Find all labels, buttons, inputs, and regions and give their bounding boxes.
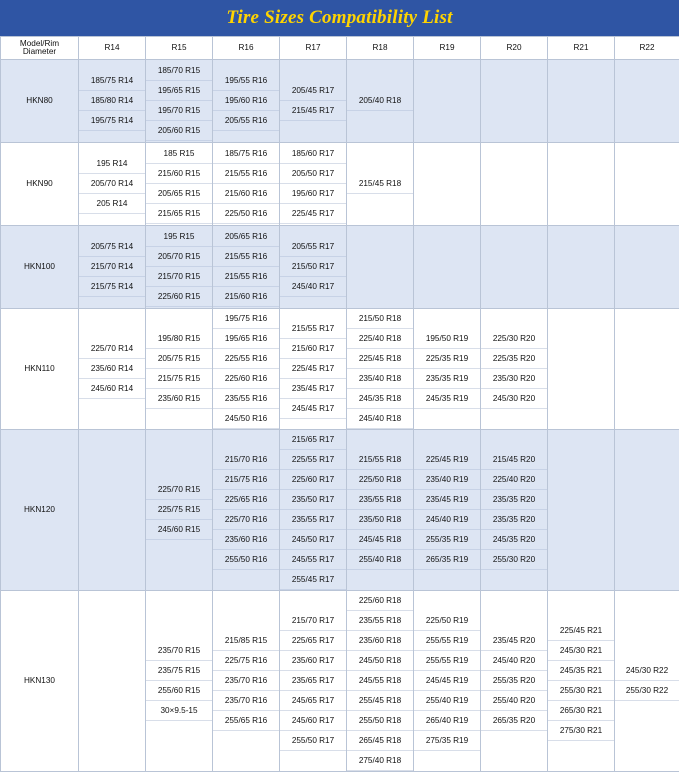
model-label-hkn110: HKN110 [1,309,79,430]
tire-size: 255/30 R21 [548,681,614,701]
corner-header [1,37,79,60]
tire-size: 225/45 R17 [280,359,346,379]
table-row [1,430,679,591]
size-list [79,237,145,297]
size-list [280,611,346,751]
tire-size: 195/80 R15 [146,329,212,349]
tire-size: 265/35 R20 [481,711,547,731]
tire-size: 245/50 R18 [347,651,413,671]
tire-size: 235/35 R20 [481,510,547,530]
cell-hkn120-r17 [280,430,347,591]
tire-size: 215/70 R14 [79,257,145,277]
table-row [1,591,679,772]
tire-size: 215/60 R15 [146,164,212,184]
cell-hkn100-r18 [347,226,414,309]
tire-size: 205/55 R16 [213,111,279,131]
cell-hkn130-r21 [548,591,615,772]
tire-size: 195/75 R14 [79,111,145,131]
cell-hkn90-r21 [548,143,615,226]
tire-size: 235/50 R17 [280,490,346,510]
size-list [280,81,346,121]
cell-hkn80-r20 [481,60,548,143]
column-header-r14: R14 [79,37,146,60]
tire-size: 185/60 R17 [280,144,346,164]
tire-size: 225/60 R16 [213,369,279,389]
tire-size: 235/75 R15 [146,661,212,681]
tire-size: 255/35 R19 [414,530,480,550]
size-list [213,631,279,731]
cell-hkn120-r21 [548,430,615,591]
tire-size: 255/55 R19 [414,631,480,651]
size-list [280,319,346,419]
size-list [414,329,480,409]
tire-size: 265/40 R19 [414,711,480,731]
cell-hkn120-r22 [615,430,679,591]
cell-hkn80-r21 [548,60,615,143]
tire-size: 195/60 R17 [280,184,346,204]
cell-hkn90-r19 [414,143,481,226]
tire-size: 245/35 R21 [548,661,614,681]
page-title: Tire Sizes Compatibility List [226,7,452,29]
tire-size: 215/45 R20 [481,450,547,470]
cell-hkn120-r15 [146,430,213,591]
tire-size: 225/60 R17 [280,470,346,490]
tire-size: 225/30 R20 [481,329,547,349]
cell-hkn100-r15 [146,226,213,309]
size-list [347,591,413,771]
tire-size: 235/55 R16 [213,389,279,409]
tire-size: 245/35 R20 [481,530,547,550]
tire-size: 225/70 R15 [146,480,212,500]
column-header-r17: R17 [280,37,347,60]
cell-hkn80-r15 [146,60,213,143]
tire-size: 185 R15 [146,144,212,164]
tire-size: 255/65 R16 [213,711,279,731]
size-list [213,227,279,307]
tire-size: 255/30 R22 [615,681,679,701]
tire-size: 245/45 R18 [347,530,413,550]
tire-size: 195/65 R15 [146,81,212,101]
tire-size: 215/70 R16 [213,450,279,470]
tire-size: 235/40 R19 [414,470,480,490]
tire-size: 215/70 R17 [280,611,346,631]
size-list [213,71,279,131]
tire-size: 235/65 R17 [280,671,346,691]
tire-size: 215/55 R17 [280,319,346,339]
size-list [280,430,346,590]
column-header-r22: R22 [615,37,679,60]
tire-size: 205/70 R15 [146,247,212,267]
tire-size: 205/75 R14 [79,237,145,257]
cell-hkn90-r22 [615,143,679,226]
tire-size: 215/65 R17 [280,430,346,450]
tire-size: 225/75 R16 [213,651,279,671]
cell-hkn90-r16 [213,143,280,226]
tire-size: 195/75 R16 [213,309,279,329]
tire-size: 215/60 R16 [213,184,279,204]
tire-size: 185/75 R16 [213,144,279,164]
tire-size: 215/60 R16 [213,287,279,307]
tire-size: 235/60 R18 [347,631,413,651]
size-list [481,329,547,409]
cell-hkn100-r16 [213,226,280,309]
corner-label-line2: Diameter [1,48,78,56]
tire-size: 265/30 R21 [548,701,614,721]
tire-size: 185/70 R15 [146,61,212,81]
tire-size: 245/30 R21 [548,641,614,661]
tire-size: 245/40 R18 [347,409,413,429]
cell-hkn110-r15 [146,309,213,430]
tire-size: 205/70 R14 [79,174,145,194]
tire-size: 215/55 R16 [213,267,279,287]
size-list [481,450,547,570]
tire-size: 235/45 R17 [280,379,346,399]
cell-hkn110-r16 [213,309,280,430]
cell-hkn90-r20 [481,143,548,226]
tire-size: 30×9.5-15 [146,701,212,721]
cell-hkn130-r15 [146,591,213,772]
tire-size: 205/45 R17 [280,81,346,101]
tire-size: 225/70 R14 [79,339,145,359]
tire-size: 215/50 R18 [347,309,413,329]
tire-size: 235/55 R18 [347,490,413,510]
tire-size: 225/75 R15 [146,500,212,520]
tire-size: 205/75 R15 [146,349,212,369]
model-label-hkn100: HKN100 [1,226,79,309]
tire-size: 225/35 R19 [414,349,480,369]
size-list [213,144,279,224]
cell-hkn110-r20 [481,309,548,430]
tire-size: 225/60 R18 [347,591,413,611]
cell-hkn110-r21 [548,309,615,430]
tire-size: 205/40 R18 [347,91,413,111]
cell-hkn100-r21 [548,226,615,309]
table-row [1,309,679,430]
size-list [146,61,212,141]
tire-size: 215/70 R15 [146,267,212,287]
tire-size: 235/55 R17 [280,510,346,530]
table-row [1,226,679,309]
table-row [1,60,679,143]
tire-size: 235/35 R19 [414,369,480,389]
tire-size: 235/60 R14 [79,359,145,379]
tire-size: 245/30 R22 [615,661,679,681]
size-list [79,71,145,131]
tire-size: 245/45 R19 [414,671,480,691]
tire-size: 225/50 R18 [347,470,413,490]
tire-size: 215/45 R17 [280,101,346,121]
size-list [347,174,413,194]
size-list [280,237,346,297]
tire-size: 225/55 R16 [213,349,279,369]
cell-hkn90-r15 [146,143,213,226]
cell-hkn90-r17 [280,143,347,226]
size-list [146,641,212,721]
tire-size: 235/40 R18 [347,369,413,389]
model-label-hkn120: HKN120 [1,430,79,591]
tire-size: 205/65 R16 [213,227,279,247]
table-header-row [1,37,679,60]
cell-hkn100-r14 [79,226,146,309]
cell-hkn110-r22 [615,309,679,430]
tire-size: 235/30 R20 [481,369,547,389]
tire-size: 215/55 R16 [213,247,279,267]
tire-size: 245/40 R19 [414,510,480,530]
cell-hkn130-r22 [615,591,679,772]
column-header-r16: R16 [213,37,280,60]
tire-size: 225/60 R15 [146,287,212,307]
tire-size: 255/50 R17 [280,731,346,751]
size-list [481,631,547,731]
tire-size: 195 R15 [146,227,212,247]
size-list [280,144,346,224]
tire-size: 255/50 R18 [347,711,413,731]
tire-size: 245/40 R17 [280,277,346,297]
cell-hkn80-r17 [280,60,347,143]
tire-size: 245/35 R19 [414,389,480,409]
tire-size: 245/60 R15 [146,520,212,540]
tire-size: 215/75 R16 [213,470,279,490]
tire-size: 265/45 R18 [347,731,413,751]
size-list [347,450,413,570]
tire-size: 245/55 R17 [280,550,346,570]
tire-size: 215/55 R18 [347,450,413,470]
cell-hkn90-r14 [79,143,146,226]
tire-size: 235/45 R19 [414,490,480,510]
tire-size: 255/60 R15 [146,681,212,701]
tire-size: 205/50 R17 [280,164,346,184]
title-bar [0,0,679,36]
tire-size: 245/50 R16 [213,409,279,429]
tire-size: 235/35 R20 [481,490,547,510]
tire-size: 225/40 R20 [481,470,547,490]
size-list [548,621,614,741]
tire-size: 215/75 R14 [79,277,145,297]
tire-size: 225/55 R17 [280,450,346,470]
tire-size: 255/40 R20 [481,691,547,711]
cell-hkn110-r14 [79,309,146,430]
tire-size: 215/85 R15 [213,631,279,651]
corner-label-line1: Model/Rim [1,40,78,48]
tire-size: 235/55 R18 [347,611,413,631]
cell-hkn130-r16 [213,591,280,772]
tire-size: 255/40 R19 [414,691,480,711]
cell-hkn120-r14 [79,430,146,591]
cell-hkn130-r17 [280,591,347,772]
table-body [1,60,679,772]
size-list [213,450,279,570]
tire-size: 215/55 R16 [213,164,279,184]
size-list [79,339,145,399]
tire-size: 205 R14 [79,194,145,214]
table-row [1,143,679,226]
column-header-r20: R20 [481,37,548,60]
tire-size: 195/70 R15 [146,101,212,121]
tire-size: 225/40 R18 [347,329,413,349]
cell-hkn100-r17 [280,226,347,309]
tire-size: 195/50 R19 [414,329,480,349]
tire-size: 225/65 R16 [213,490,279,510]
tire-size: 225/70 R16 [213,510,279,530]
tire-size: 245/50 R17 [280,530,346,550]
column-header-r19: R19 [414,37,481,60]
tire-size: 245/40 R20 [481,651,547,671]
cell-hkn120-r16 [213,430,280,591]
size-list [146,227,212,307]
cell-hkn110-r18 [347,309,414,430]
tire-size: 235/60 R17 [280,651,346,671]
tire-size: 195/60 R16 [213,91,279,111]
column-header-r18: R18 [347,37,414,60]
size-list [414,611,480,751]
tire-size: 215/65 R15 [146,204,212,224]
tire-size: 245/65 R17 [280,691,346,711]
tire-size: 235/60 R15 [146,389,212,409]
size-list [615,661,679,701]
tire-size: 205/55 R17 [280,237,346,257]
tire-size: 225/65 R17 [280,631,346,651]
tire-size: 225/50 R16 [213,204,279,224]
tire-size: 195/65 R16 [213,329,279,349]
cell-hkn100-r19 [414,226,481,309]
cell-hkn80-r14 [79,60,146,143]
tire-size: 215/50 R17 [280,257,346,277]
cell-hkn120-r18 [347,430,414,591]
tire-size: 225/45 R19 [414,450,480,470]
size-list [146,144,212,224]
tire-size: 225/45 R17 [280,204,346,224]
tire-size: 275/40 R18 [347,751,413,771]
tire-size: 265/35 R19 [414,550,480,570]
tire-size: 225/45 R21 [548,621,614,641]
tire-size: 245/55 R18 [347,671,413,691]
tire-size: 235/70 R16 [213,671,279,691]
tire-size: 245/30 R20 [481,389,547,409]
tire-size: 255/45 R17 [280,570,346,590]
cell-hkn80-r19 [414,60,481,143]
tire-size: 195/55 R16 [213,71,279,91]
cell-hkn100-r22 [615,226,679,309]
tire-size: 255/45 R18 [347,691,413,711]
cell-hkn130-r14 [79,591,146,772]
tire-size: 245/60 R17 [280,711,346,731]
tire-size: 215/45 R18 [347,174,413,194]
tire-size: 255/35 R20 [481,671,547,691]
model-label-hkn80: HKN80 [1,60,79,143]
compatibility-table [0,36,679,772]
cell-hkn80-r18 [347,60,414,143]
tire-size: 235/60 R16 [213,530,279,550]
cell-hkn90-r18 [347,143,414,226]
tire-size: 255/50 R16 [213,550,279,570]
model-label-hkn90: HKN90 [1,143,79,226]
size-list [146,329,212,409]
tire-size: 195 R14 [79,154,145,174]
size-list [213,309,279,429]
tire-size: 255/55 R19 [414,651,480,671]
tire-size: 225/35 R20 [481,349,547,369]
tire-size: 245/35 R18 [347,389,413,409]
size-list [347,309,413,429]
tire-size: 275/35 R19 [414,731,480,751]
size-list [347,91,413,111]
tire-size: 225/50 R19 [414,611,480,631]
tire-size: 245/60 R14 [79,379,145,399]
cell-hkn100-r20 [481,226,548,309]
size-list [146,480,212,540]
tire-size: 255/30 R20 [481,550,547,570]
tire-size: 185/75 R14 [79,71,145,91]
cell-hkn120-r19 [414,430,481,591]
tire-size: 215/75 R15 [146,369,212,389]
tire-size: 275/30 R21 [548,721,614,741]
model-label-hkn130: HKN130 [1,591,79,772]
column-header-r21: R21 [548,37,615,60]
column-header-r15: R15 [146,37,213,60]
cell-hkn120-r20 [481,430,548,591]
cell-hkn130-r20 [481,591,548,772]
tire-size: 235/45 R20 [481,631,547,651]
tire-size: 205/65 R15 [146,184,212,204]
tire-size: 225/45 R18 [347,349,413,369]
tire-size: 245/45 R17 [280,399,346,419]
tire-size: 185/80 R14 [79,91,145,111]
cell-hkn130-r19 [414,591,481,772]
tire-size: 215/60 R17 [280,339,346,359]
cell-hkn110-r17 [280,309,347,430]
cell-hkn80-r22 [615,60,679,143]
tire-size: 235/70 R15 [146,641,212,661]
cell-hkn130-r18 [347,591,414,772]
cell-hkn80-r16 [213,60,280,143]
tire-size: 205/60 R15 [146,121,212,141]
size-list [79,154,145,214]
tire-size: 235/70 R16 [213,691,279,711]
cell-hkn110-r19 [414,309,481,430]
size-list [414,450,480,570]
tire-size: 255/40 R18 [347,550,413,570]
tire-size: 235/50 R18 [347,510,413,530]
